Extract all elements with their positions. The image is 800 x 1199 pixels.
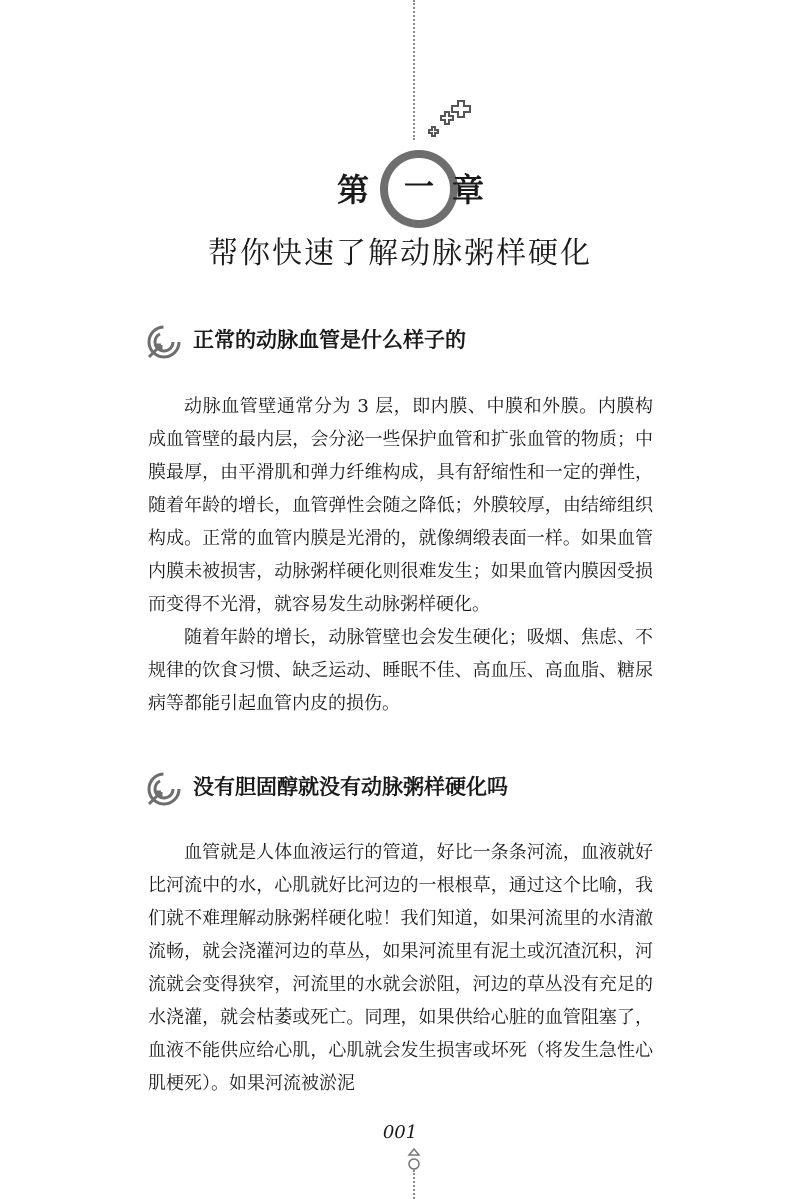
chapter-number-circle	[380, 150, 458, 228]
top-dotted-line	[413, 0, 415, 140]
chapter-heading	[0, 150, 800, 226]
paragraph: 随着年龄的增长，动脉管壁也会发生硬化；吸烟、焦虑、不规律的饮食习惯、缺乏运动、睡眠不佳、高血压、高血脂、糖尿病等都能引起血管内皮的损伤。	[148, 627, 653, 714]
circular-arrow-icon	[145, 323, 183, 361]
chapter-number: 一	[404, 170, 434, 205]
chapter-title: 帮你快速了解动脉粥样硬化	[208, 236, 592, 271]
bottom-dotted-line	[413, 1170, 415, 1199]
section-body-1	[148, 390, 653, 720]
paragraph: 血管就是人体血液运行的管道，好比一条条河流，血液就好比河流中的水，心肌就好比河边的一根根草，通过这个比喻，我们就不难理解动脉粥样硬化啦！我们知道，如果河流里的水清澈流畅，就会浇灌河边的草丛，如果河流里有泥土或沉渣沉积，河流就会变得狭窄，河流里的水就会淤阻，河边的草丛没有充足的水浇灌，就会枯萎或死亡。同理，如果供给心脏的血管阻塞了，血液不能供应给心肌，心肌就会发生损害或坏死（将发生急性心肌梗死）。如果河流被淤泥	[148, 842, 653, 1094]
sparkle-decoration-icon	[425, 100, 475, 145]
paragraph: 动脉血管壁通常分为 3 层，即内膜、中膜和外膜。内膜构成血管壁的最内层，会分泌一些保护血管和扩张血管的物质；中膜最厚，由平滑肌和弹力纤维构成，具有舒缩性和一定的弹性，随着年龄的增长，血管弹性会随之降低；外膜较厚，由结缔组织构成。正常的血管内膜是光滑的，就像绸缎表面一样。如果血管内膜未被损害，动脉粥样硬化则很难发生；如果血管内膜因受损而变得不光滑，就容易发生动脉粥样硬化。	[148, 396, 653, 615]
circular-arrow-icon	[145, 770, 183, 808]
page-number: 001	[382, 1122, 418, 1143]
page-marker-icon	[406, 1148, 422, 1172]
section-body-2	[148, 836, 653, 1100]
section-heading-text: 没有胆固醇就没有动脉粥样硬化吗	[193, 775, 508, 799]
chapter-prefix: 第	[337, 171, 370, 209]
section-heading-text: 正常的动脉血管是什么样子的	[193, 328, 466, 352]
chapter-suffix: 章	[452, 171, 485, 209]
